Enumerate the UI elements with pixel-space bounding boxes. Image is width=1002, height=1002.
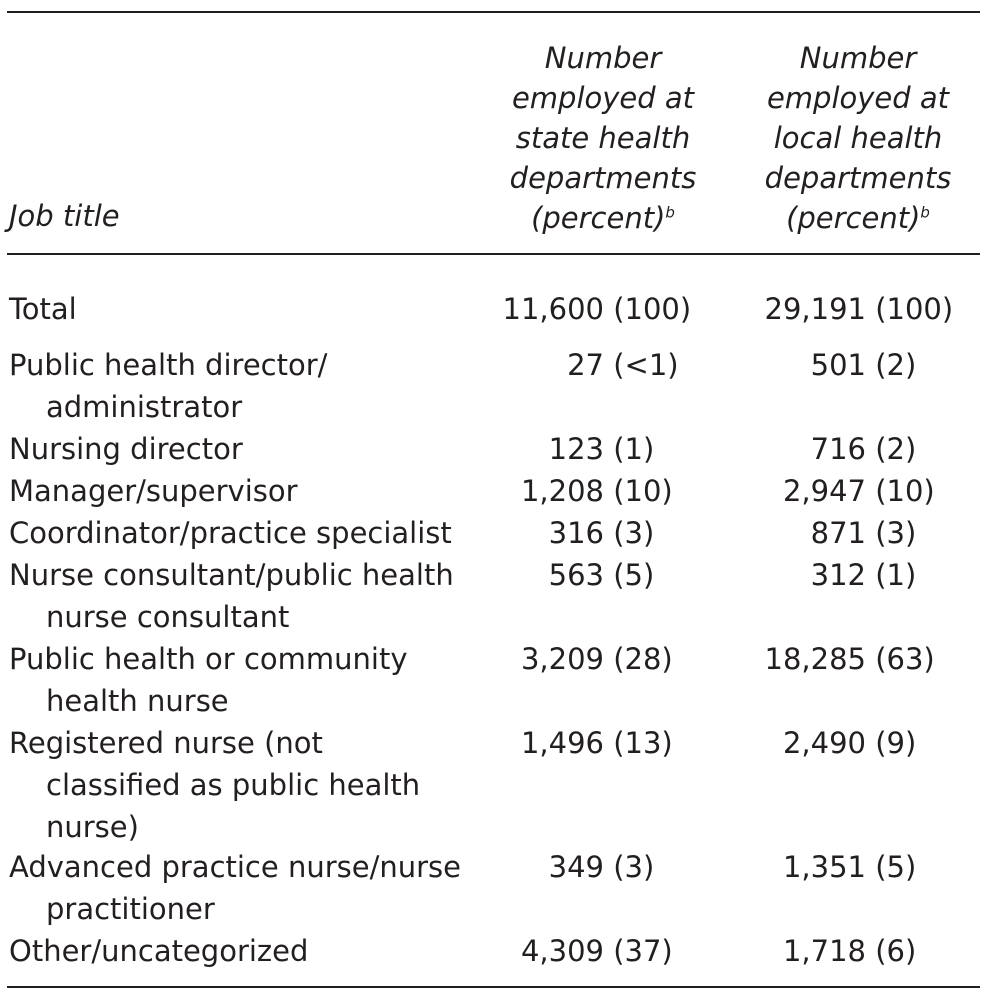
state-count-cell: 123 (1) bbox=[548, 432, 655, 466]
header-line: (percent)$^b$ bbox=[786, 201, 930, 235]
header-line: state health bbox=[515, 121, 691, 155]
state-count-cell: 4,309 (37) bbox=[520, 934, 673, 968]
job-title-cell: Registered nurse (not classified as public health nurse) bbox=[9, 726, 421, 844]
job-title-cell: Other/uncategorized bbox=[9, 934, 309, 968]
local-count-cell: 18,285 (63) bbox=[764, 642, 935, 676]
header-line: employed at bbox=[766, 81, 950, 115]
job-title-cell: Public health or community health nurse bbox=[9, 642, 408, 718]
local-count-cell: 312 (1) bbox=[810, 558, 917, 592]
state-count-cell: 563 (5) bbox=[548, 558, 655, 592]
table-bottom-rule bbox=[7, 986, 980, 988]
header-line: (percent)$^b$ bbox=[531, 201, 675, 235]
job-title-cell: Nursing director bbox=[9, 432, 243, 466]
header-job-title: Job title bbox=[9, 199, 120, 233]
job-title-cell: Public health director/ administrator bbox=[9, 348, 328, 424]
table-top-rule bbox=[7, 11, 980, 13]
local-count-cell: 1,718 (6) bbox=[782, 934, 917, 968]
footnote-marker: b bbox=[920, 203, 930, 222]
header-line: departments bbox=[509, 161, 697, 195]
footnote-marker: b bbox=[665, 203, 675, 222]
job-title-cell: Coordinator/practice specialist bbox=[9, 516, 452, 550]
state-count-cell: 349 (3) bbox=[548, 850, 655, 884]
local-count-cell: 29,191 (100) bbox=[764, 292, 954, 326]
header-state-departments bbox=[478, 38, 728, 238]
local-count-cell: 871 (3) bbox=[810, 516, 917, 550]
local-count-cell: 2,490 (9) bbox=[782, 726, 917, 760]
table-header-rule bbox=[7, 253, 980, 255]
header-line: departments bbox=[764, 161, 952, 195]
state-count-cell: 27 (<1) bbox=[567, 348, 679, 382]
state-count-cell: 11,600 (100) bbox=[502, 292, 692, 326]
header-line: local health bbox=[773, 121, 943, 155]
job-title-cell: Advanced practice nurse/nurse practitioner bbox=[9, 850, 461, 926]
state-count-cell: 3,209 (28) bbox=[520, 642, 673, 676]
header-line: Number bbox=[799, 41, 917, 75]
job-title-cell: Manager/supervisor bbox=[9, 474, 298, 508]
job-title-cell: Total bbox=[9, 292, 77, 326]
local-count-cell: 716 (2) bbox=[810, 432, 917, 466]
state-count-cell: 316 (3) bbox=[548, 516, 655, 550]
job-title-cell: Nurse consultant/public health nurse consultant bbox=[9, 558, 454, 634]
header-local-departments bbox=[733, 38, 983, 238]
header-line: Number bbox=[544, 41, 662, 75]
local-count-cell: 2,947 (10) bbox=[782, 474, 935, 508]
state-count-cell: 1,208 (10) bbox=[520, 474, 673, 508]
local-count-cell: 501 (2) bbox=[810, 348, 917, 382]
state-count-cell: 1,496 (13) bbox=[520, 726, 673, 760]
local-count-cell: 1,351 (5) bbox=[782, 850, 917, 884]
header-line: employed at bbox=[511, 81, 695, 115]
